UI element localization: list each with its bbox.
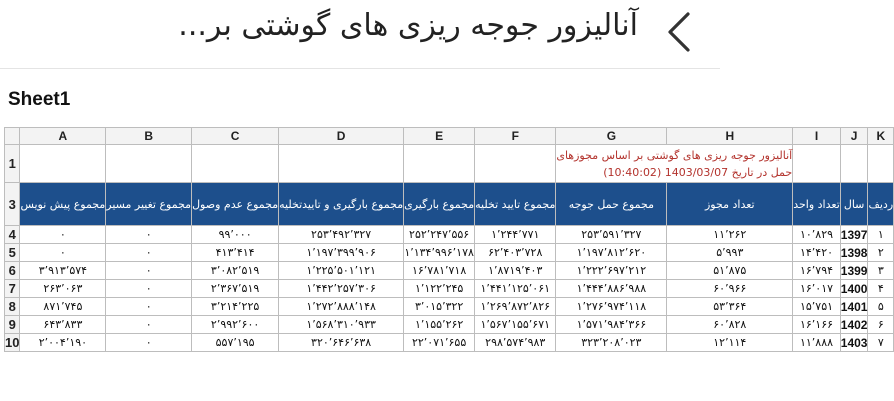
data-cell[interactable]: ۱٬۴۴۲٬۲۵۷٬۳۰۶ (279, 280, 404, 298)
data-cell[interactable]: ۵ (868, 298, 894, 316)
header-cell[interactable]: ردیف (868, 183, 894, 226)
table-row (5, 334, 894, 352)
data-cell[interactable]: ۱۶٬۷۸۱٬۷۱۸ (404, 262, 475, 280)
column-header-e[interactable]: E (404, 128, 475, 145)
data-cell[interactable]: ۳ (868, 262, 894, 280)
data-cell[interactable]: ۰ (106, 316, 192, 334)
data-cell[interactable]: 1398 (840, 245, 868, 260)
data-cell[interactable]: ۰ (20, 226, 106, 244)
data-cell[interactable]: ۲ (868, 244, 894, 262)
data-cell[interactable]: ۶۴۳٬۸۳۳ (20, 316, 106, 334)
data-cell[interactable]: ۱٬۲۷۲٬۸۸۸٬۱۴۸ (279, 298, 404, 316)
select-all-corner[interactable] (5, 128, 20, 145)
row-header[interactable]: 7 (5, 280, 20, 298)
data-cell[interactable]: ۰ (106, 334, 192, 352)
column-header-j[interactable]: J (840, 128, 868, 145)
empty-cell[interactable] (793, 145, 841, 183)
data-cell[interactable]: ۲٬۰۰۴٬۱۹۰ (20, 334, 106, 352)
data-cell[interactable]: ۳٬۹۱۳٬۵۷۴ (20, 262, 106, 280)
data-cell[interactable]: ۱٬۲۶۹٬۸۷۲٬۸۲۶ (475, 298, 556, 316)
data-cell[interactable]: ۹۹٬۰۰۰ (192, 226, 279, 244)
data-cell[interactable]: ۳٬۲۱۴٬۲۲۵ (192, 298, 279, 316)
title-line-1: آنالیزور جوجه ریزی های گوشتی بر اساس مجوزهای (556, 148, 793, 162)
data-cell[interactable]: ۱٬۱۲۲٬۲۴۵ (404, 280, 475, 298)
data-cell[interactable]: ۰ (106, 262, 192, 280)
row-header[interactable]: 9 (5, 316, 20, 334)
row-header-3[interactable]: 3 (5, 183, 20, 226)
data-cell[interactable]: 1400 (840, 281, 868, 296)
data-cell[interactable]: 1402 (840, 317, 868, 332)
column-header-h[interactable]: H (667, 128, 793, 145)
data-cell[interactable]: ۱۵٬۷۵۱ (793, 298, 841, 316)
empty-cell[interactable] (20, 145, 106, 183)
data-cell[interactable]: ۰ (106, 280, 192, 298)
data-cell[interactable]: ۰ (106, 298, 192, 316)
row-header[interactable]: 4 (5, 226, 20, 244)
header-cell[interactable]: مجموع بارگیری و تاییدتخلیه (279, 183, 404, 226)
data-cell[interactable]: ۱٬۱۳۴٬۹۹۶٬۱۷۸ (404, 244, 475, 262)
data-cell[interactable]: ۶ (868, 316, 894, 334)
data-cell[interactable]: ۱۶٬۰۱۷ (793, 280, 841, 298)
row-header[interactable]: 8 (5, 298, 20, 316)
app-header (0, 0, 720, 64)
sheet-name: Sheet1 (8, 89, 71, 110)
header-cell[interactable]: سال (840, 183, 868, 226)
data-cell[interactable]: ۱٬۱۹۷٬۸۱۲٬۶۲۰ (556, 244, 667, 262)
data-cell[interactable]: ۱۴٬۴۲۰ (793, 244, 841, 262)
data-cell[interactable]: ۲۹۸٬۵۷۴٬۹۸۳ (475, 334, 556, 352)
column-header-a[interactable]: A (20, 128, 106, 145)
data-cell[interactable]: ۱٬۱۵۵٬۲۶۲ (404, 316, 475, 334)
header-cell[interactable]: مجموع بارگیری (404, 183, 475, 226)
data-cell[interactable]: ۱ (868, 226, 894, 244)
data-cell[interactable]: ۱۱٬۸۸۸ (793, 334, 841, 352)
data-cell[interactable]: 1399 (840, 263, 868, 278)
data-cell[interactable]: ۰ (106, 226, 192, 244)
data-cell[interactable]: ۳۲۳٬۲۰۸٬۰۲۳ (556, 334, 667, 352)
data-cell[interactable]: ۸۷۱٬۷۴۵ (20, 298, 106, 316)
data-cell[interactable]: ۱۶٬۱۶۶ (793, 316, 841, 334)
data-cell[interactable]: ۱٬۴۴۴٬۸۸۶٬۹۸۸ (556, 280, 667, 298)
empty-cell[interactable] (840, 145, 868, 183)
data-cell[interactable]: ۱٬۸۷۱۹٬۴۰۳ (475, 262, 556, 280)
column-header-f[interactable]: F (475, 128, 556, 145)
empty-cell[interactable] (475, 145, 556, 183)
data-cell[interactable]: ۱۲٬۱۱۴ (667, 334, 793, 352)
spreadsheet-grid (4, 127, 894, 352)
data-cell[interactable]: ۵۵۷٬۱۹۵ (192, 334, 279, 352)
data-cell[interactable]: ۱٬۲۴۴٬۷۷۱ (475, 226, 556, 244)
data-cell[interactable]: ۱٬۵۷۱٬۹۸۴٬۳۶۶ (556, 316, 667, 334)
empty-cell[interactable] (192, 145, 279, 183)
data-cell[interactable]: ۶۰٬۸۲۸ (667, 316, 793, 334)
data-cell[interactable]: ۳۲۰٬۶۴۶٬۶۳۸ (279, 334, 404, 352)
header-row (5, 183, 894, 226)
data-cell[interactable]: ۶۰٬۹۶۶ (667, 280, 793, 298)
data-cell[interactable]: ۱٬۲۲۲٬۶۹۷٬۲۱۲ (556, 262, 667, 280)
header-cell[interactable]: مجموع پیش نویس (20, 183, 106, 226)
header-cell[interactable]: مجموع تغییر مسیر (106, 183, 192, 226)
data-cell[interactable]: ۱٬۲۲۵٬۵۰۱٬۱۲۱ (279, 262, 404, 280)
data-cell[interactable]: 1401 (840, 299, 868, 314)
empty-cell[interactable] (106, 145, 192, 183)
data-cell[interactable]: ۲٬۳۶۷٬۵۱۹ (192, 280, 279, 298)
data-cell[interactable]: ۷ (868, 334, 894, 352)
table-row (5, 316, 894, 334)
table-row (5, 262, 894, 280)
header-divider (0, 68, 720, 69)
data-cell[interactable]: ۲٬۹۹۲٬۶۰۰ (192, 316, 279, 334)
data-cell[interactable]: ۱٬۲۷۶٬۹۷۴٬۱۱۸ (556, 298, 667, 316)
data-cell[interactable]: ۱٬۵۶۷٬۱۵۵٬۶۷۱ (475, 316, 556, 334)
data-cell[interactable]: 1397 (840, 227, 868, 242)
header-cell[interactable]: مجموع تایید تخلیه (475, 183, 556, 226)
column-header-g[interactable]: G (556, 128, 667, 145)
data-cell[interactable]: ۴ (868, 280, 894, 298)
header-cell[interactable]: تعداد واحد (793, 183, 841, 226)
data-cell[interactable]: ۱۱٬۲۶۲ (667, 226, 793, 244)
data-cell[interactable]: ۲۲٬۰۷۱٬۶۵۵ (404, 334, 475, 352)
header-cell[interactable]: مجموع حمل جوجه (556, 183, 667, 226)
page-title: آنالیزور جوجه ریزی های گوشتی بر... (178, 8, 638, 43)
table-row (5, 298, 894, 316)
header-cell[interactable]: مجموع عدم وصول (192, 183, 279, 226)
column-header-d[interactable]: D (279, 128, 404, 145)
data-cell[interactable]: ۱۶٬۷۹۴ (793, 262, 841, 280)
chevron-left-icon[interactable] (662, 10, 698, 54)
data-cell[interactable]: ۴۱۳٬۴۱۴ (192, 244, 279, 262)
row-header-1[interactable]: 1 (5, 145, 20, 183)
data-cell[interactable]: ۲۵۳٬۵۹۱٬۳۲۷ (556, 226, 667, 244)
data-cell[interactable]: ۶۲٬۴۰۳٬۷۲۸ (475, 244, 556, 262)
data-cell[interactable]: ۰ (20, 244, 106, 262)
data-cell[interactable]: ۵۳٬۳۶۴ (667, 298, 793, 316)
column-header-i[interactable]: I (793, 128, 841, 145)
data-cell[interactable]: ۵۱٬۸۷۵ (667, 262, 793, 280)
data-cell[interactable]: ۲۵۲٬۲۴۷٬۵۵۶ (404, 226, 475, 244)
column-header-k[interactable]: K (868, 128, 894, 145)
data-cell[interactable]: ۳٬۰۸۲٬۵۱۹ (192, 262, 279, 280)
data-cell[interactable]: ۲۵۳٬۴۹۲٬۳۲۷ (279, 226, 404, 244)
merged-title-cell[interactable] (556, 145, 793, 183)
data-cell[interactable]: ۰ (106, 244, 192, 262)
data-cell[interactable]: ۵٬۹۹۳ (667, 244, 793, 262)
column-header-b[interactable]: B (106, 128, 192, 145)
row-header[interactable]: 6 (5, 262, 20, 280)
row-header[interactable]: 10 (5, 335, 20, 350)
column-header-c[interactable]: C (192, 128, 279, 145)
empty-cell[interactable] (404, 145, 475, 183)
title-row (5, 145, 894, 183)
data-cell[interactable]: ۱٬۵۶۸٬۳۱۰٬۹۳۳ (279, 316, 404, 334)
table-row (5, 280, 894, 298)
data-cell[interactable]: 1403 (840, 335, 868, 350)
header-cell[interactable]: تعداد مجوز (667, 183, 793, 226)
data-cell[interactable]: ۳٬۰۱۵٬۳۲۲ (404, 298, 475, 316)
data-cell[interactable]: ۲۶۳٬۰۶۳ (20, 280, 106, 298)
empty-cell[interactable] (868, 145, 894, 183)
row-header[interactable]: 5 (5, 244, 20, 262)
data-cell[interactable]: ۱۰٬۸۲۹ (793, 226, 841, 244)
data-cell[interactable]: ۱٬۱۹۷٬۳۹۹٬۹۰۶ (279, 244, 404, 262)
title-line-2: حمل در تاریخ 1403/03/07 (10:40:02) (603, 165, 793, 179)
column-header-row (5, 128, 894, 145)
data-cell[interactable]: ۱٬۴۴۱٬۱۲۵٬۰۶۱ (475, 280, 556, 298)
table-row (5, 226, 894, 244)
table-row (5, 244, 894, 262)
empty-cell[interactable] (279, 145, 404, 183)
